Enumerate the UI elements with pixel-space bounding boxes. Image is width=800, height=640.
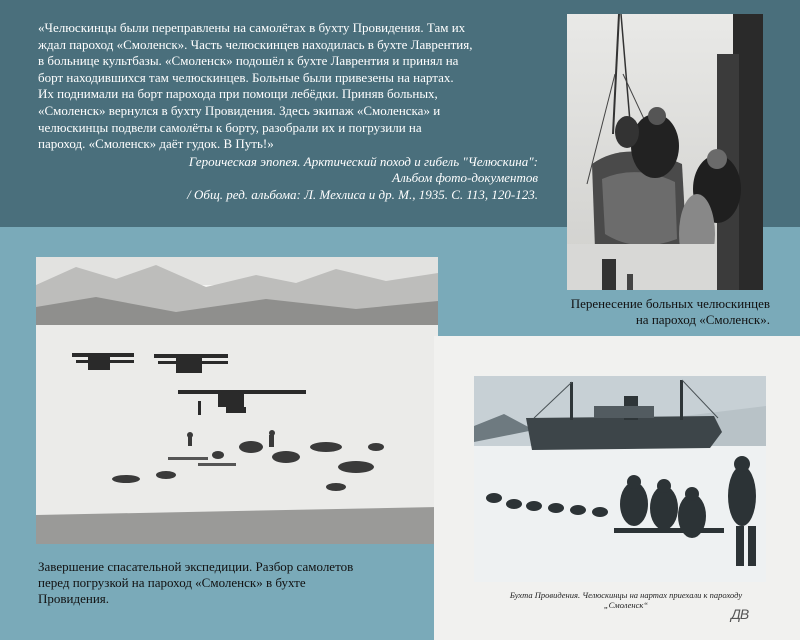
quote-line: в больнице культбазы. «Смоленск» подошёл к бухте Лаврентия и принял на bbox=[38, 53, 459, 69]
caption-line: Провидения. bbox=[38, 591, 110, 606]
planes-on-ice-photo bbox=[36, 257, 438, 544]
quote-line: ждал пароход «Смоленск». Часть челюскинцев находилась в бухте Лаврентия, bbox=[38, 36, 473, 52]
quote-source: / Общ. ред. альбома: Л. Мехлиса и др. М., 1935. С. 113, 120-123. bbox=[187, 186, 538, 202]
caption-line: „Смоленск“ bbox=[603, 600, 649, 610]
quote-line: «Смоленск» вернулся в бухту Провидения. Здесь экипаж «Смоленска» и bbox=[38, 102, 441, 118]
quote-source: Героическая эпопея. Арктический поход и гибель "Челюскина": bbox=[188, 153, 538, 169]
quote-line: пароход. «Смоленск» даёт гудок. В Путь!» bbox=[38, 136, 274, 152]
quote-line: «Челюскинцы были переправлены на самолётах в бухту Провидения. Там их bbox=[38, 20, 466, 35]
ship-hoist-caption bbox=[520, 296, 770, 328]
quote-line: борт находившихся там челюскинцев. Больные были привезены на нартах. bbox=[38, 69, 454, 85]
caption-line: Завершение спасательной экспедиции. Разбор самолетов bbox=[38, 559, 354, 574]
caption-line: Бухта Провидения. Челюскинцы на нартах приехали к пароходу bbox=[509, 590, 743, 600]
caption-line: на пароход «Смоленск». bbox=[635, 312, 770, 327]
archive-mark: ДВ bbox=[731, 606, 749, 622]
ship-hoist-photo bbox=[567, 14, 763, 290]
quote-block bbox=[38, 20, 538, 204]
planes-caption bbox=[38, 559, 423, 607]
quote-line: челюскинцы подвели самолёты к борту, разобрали их и погрузили на bbox=[38, 119, 422, 135]
quote-line: Их поднимали на борт парохода при помощи лебёдки. Приняв больных, bbox=[38, 86, 438, 102]
caption-line: Перенесение больных челюскинцев bbox=[570, 296, 770, 311]
bay-ship-photo bbox=[474, 376, 766, 582]
quote-source: Альбом фото-документов bbox=[392, 170, 538, 186]
caption-line: перед погрузкой на пароход «Смоленск» в бухте bbox=[38, 575, 306, 590]
